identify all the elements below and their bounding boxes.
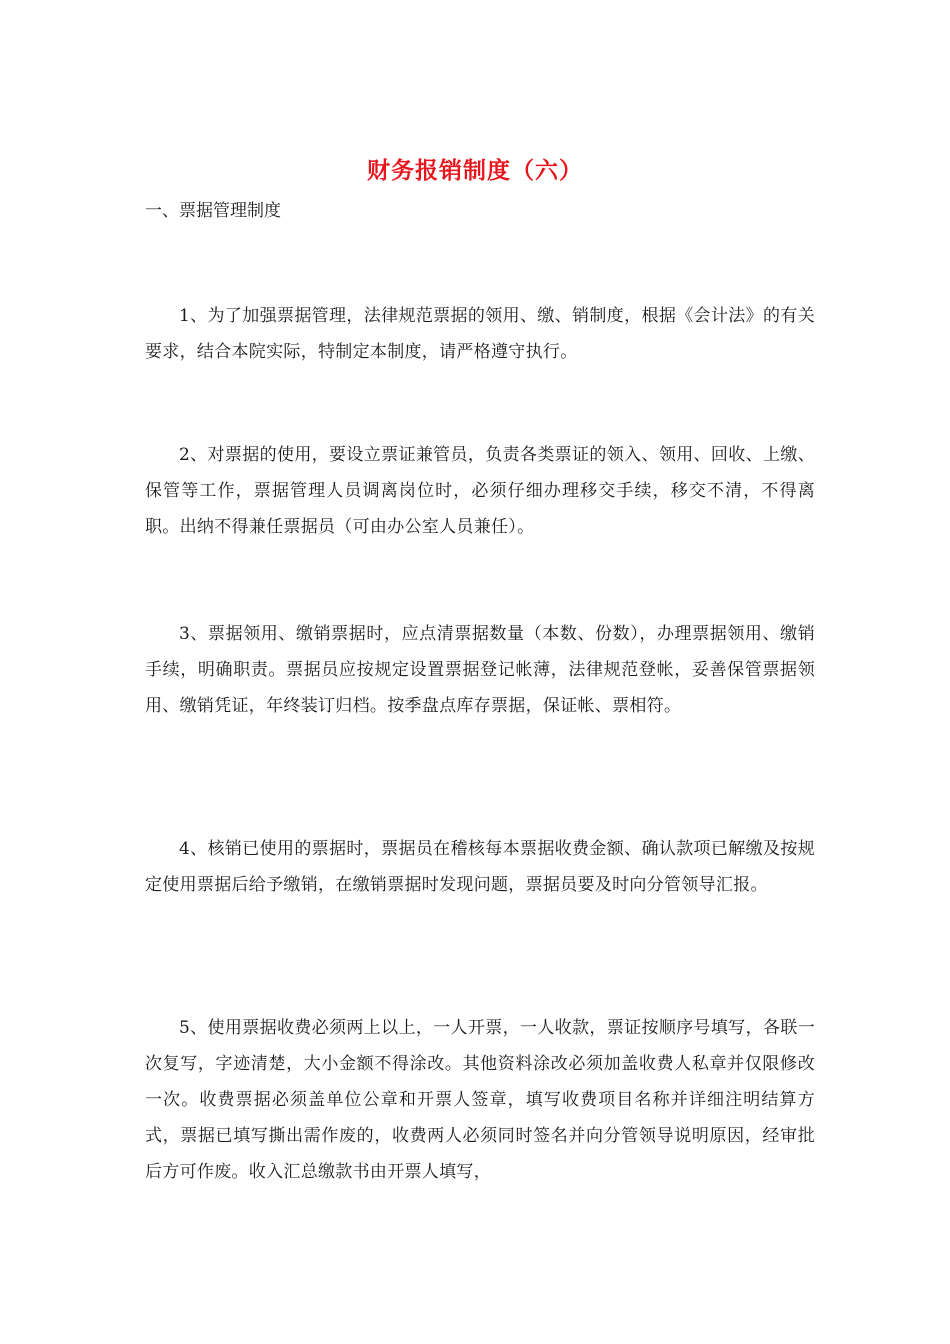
paragraph-1: 1、为了加强票据管理，法律规范票据的领用、缴、销制度，根据《会计法》的有关要求，结合本院实际，特制定本制度，请严格遵守执行。 — [145, 306, 815, 362]
paragraph-5: 5、使用票据收费必须两上以上，一人开票，一人收款，票证按顺序号填写，各联一次复写，字迹清楚，大小金额不得涂改。其他资料涂改必须加盖收费人私章并仅限修改一次。收费票据必须盖单位公章和开票人签章，填写收费项目名称并详细注明结算方式，票据已填写撕出需作废的，收费两人必须同时签名并向分管领导说明原因，经审批后方可作废。收入汇总缴款书由开票人填写， — [145, 1018, 815, 1182]
paragraph-4: 4、核销已使用的票据时，票据员在稽核每本票据收费金额、确认款项已解缴及按规定使用票据后给予缴销，在缴销票据时发现问题，票据员要及时向分管领导汇报。 — [145, 839, 815, 895]
paragraph-2: 2、对票据的使用，要设立票证兼管员，负责各类票证的领入、领用、回收、上缴、保管等工作，票据管理人员调离岗位时，必须仔细办理移交手续，移交不清，不得离职。出纳不得兼任票据员（可由办公室人员兼任）。 — [145, 445, 815, 537]
document-title: 财务报销制度（六） — [367, 158, 583, 184]
section-heading: 一、票据管理制度 — [145, 201, 281, 221]
paragraph-3: 3、票据领用、缴销票据时，应点清票据数量（本数、份数），办理票据领用、缴销手续，明确职责。票据员应按规定设置票据登记帐薄，法律规范登帐，妥善保管票据领用、缴销凭证，年终装订归档。按季盘点库存票据，保证帐、票相符。 — [145, 624, 815, 716]
